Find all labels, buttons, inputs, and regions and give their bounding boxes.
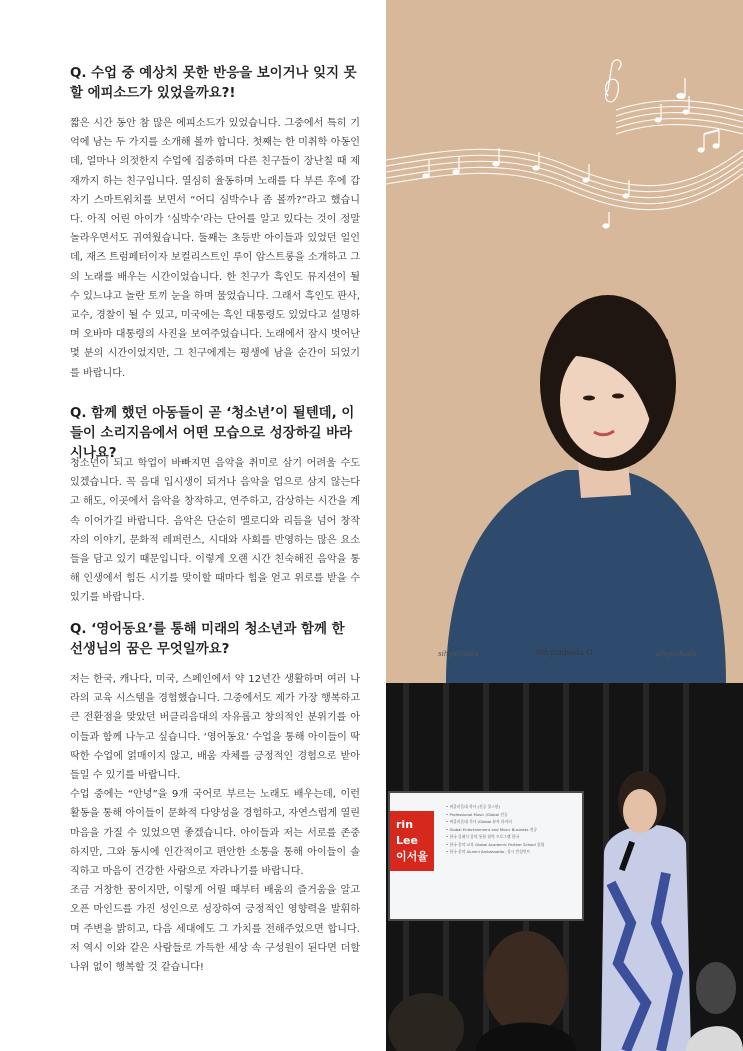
slide-item: • 한국 클래식 음악 통합 협력 프로그램 한국	[446, 833, 576, 841]
portrait-figure	[386, 0, 743, 683]
slide-item: • 한국 음악 Alumni Ambassador, 상시 컨설턴트	[446, 848, 576, 856]
signature-right: sihyunhada	[656, 650, 697, 658]
lecture-photo	[386, 683, 743, 1051]
slide-item: • 한국 음악 교육 Global Academic Partner School 설립	[446, 841, 576, 849]
slide-title-name-ko: 이서율	[396, 850, 428, 863]
slide-bullet-list	[446, 803, 576, 856]
photo-caption: Sihyunhada G	[536, 648, 593, 657]
answer-3	[70, 670, 360, 977]
answer-3-paragraph-2: 수업 중에는 “안녕”을 9개 국어로 부르는 노래도 배우는데, 이런 활동을 통해 아이들이 문화적 다양성을 경험하고, 자연스럽게 열린 마음을 가질 수 있었으면 좋겠습니다. 아이들과 저는 서로를 존중하지만, 그와 동시에 인간적이고 편안한 소통을 통해 아이들이 솔직하고 마음이 건강한 사람으로 자라나기를 바랍니다.	[70, 789, 360, 878]
answer-3-paragraph-3: 조금 거창한 꿈이지만, 이렇게 어릴 때부터 배움의 즐거움을 알고 오픈 마인드를 가진 성인으로 성장하여 긍정적인 영향력을 발휘하며 주변을 밝히고, 다음 세대에도 그 가치를 전해주었으면 합니다. 저 역시 이와 같은 사람들로 가득한 세상 속 구성원이 된다면 더할 나위 없이 행복할 것 같습니다!	[70, 885, 360, 974]
answer-1-paragraph: 짧은 시간 동안 참 많은 에피소드가 있었습니다. 그중에서 특히 기억에 남는 두 가지를 소개해 볼까 합니다. 첫째는 한 미취학 아동인데, 얼마나 의젓한지 수업에 집중하며 다른 친구들이 장난칠 때 제재까지 하는 친구입니다. 열심히 율동하며 노래를 다 부른 후에 갑자기 스마트워치를 보면서 “어디 심박수나 좀 볼까?”라고 했습니다. 아직 어린 아이가 ‘심박수’라는 단어를 알고 있다는 것이 정말 놀라우면서도 귀여웠습니다. 둘째는 초등반 아이들과 있었던 일인데, 재즈 트럼페터이자 보컬리스트인 루이 암스트롱을 소개하고 그의 노래를 배우는 시간이었습니다. 한 친구가 흑인도 뮤지션이 될 수 있느냐고 놀란 토끼 눈을 하며 물었습니다. 그래서 흑인도 판사, 교수, 경찰이 될 수 있고, 미국에는 흑인 대통령도 있었다고 설명하며 오바마 대통령의 사진을 보여주었습니다. 노래에서 잠시 벗어난 몇 분의 시간이었지만, 그 친구에게는 평생에 남을 순간이 되었기를 바랍니다.	[70, 118, 360, 379]
portrait-photo	[386, 0, 743, 683]
slide-title-name-en: rin Lee	[396, 818, 418, 847]
presentation-slide	[388, 791, 584, 921]
slide-item: • Professional Music (Global 전공	[446, 811, 576, 819]
slide-item: • 버클리음대 학사 (전공 불스한)	[446, 803, 576, 811]
slide-item: • Global Entertainment and Music Business 전공	[446, 826, 576, 834]
question-1: Q. 수업 중 예상치 못한 반응을 보이거나 잊지 못 할 에피소드가 있었을까요?!	[70, 66, 357, 101]
answer-2-paragraph: 청소년이 되고 학업이 바빠지면 음악을 취미로 삼기 어려울 수도 있겠습니다. 꼭 음대 입시생이 되거나 음악을 업으로 삼지 않는다고 해도, 이곳에서 음악을 창작하고, 연주하고, 감상하는 시간을 계속 이어가길 바랍니다. 음악은 단순히 멜로디와 리듬을 넘어 창작자의 이야기, 문화적 레퍼런스, 시대와 사회를 반영하는 많은 요소들을 담고 있기 때문입니다. 이렇게 오랜 시간 친숙해진 음악을 통해 인생에서 힘든 시기를 맞이할 때마다 힘을 얻고 위로를 받을 수 있기를 바랍니다.	[70, 458, 360, 604]
answer-2	[70, 454, 360, 608]
slide-item: • 버클리음대 석사 (Global 뮤직 라이터	[446, 818, 576, 826]
slide-title-block	[390, 811, 434, 871]
question-2: Q. 함께 했던 아동들이 곧 ‘청소년’이 될텐데, 이들이 소리지음에서 어떤 모습으로 성장하길 바라시나요?	[70, 406, 355, 461]
answer-1	[70, 114, 360, 383]
question-3: Q. ‘영어동요’를 통해 미래의 청소년과 함께 한 선생님의 꿈은 무엇일까요?	[70, 622, 345, 657]
signature-left: sihyunhada	[438, 650, 479, 658]
answer-3-paragraph-1: 저는 한국, 캐나다, 미국, 스페인에서 약 12년간 생활하며 여러 나라의 교육 시스템을 경험했습니다. 그중에서도 제가 가장 행복하고 큰 전환점을 맞았던 버클리음대의 자유롭고 창의적인 분위기를 아이들과 함께 나누고 싶습니다. ‘영어동요’ 수업을 통해 아이들이 딱딱한 수업에 얽매이지 않고, 배움 자체를 긍정적인 경험으로 받아들일 수 있기를 바랍니다.	[70, 674, 360, 782]
